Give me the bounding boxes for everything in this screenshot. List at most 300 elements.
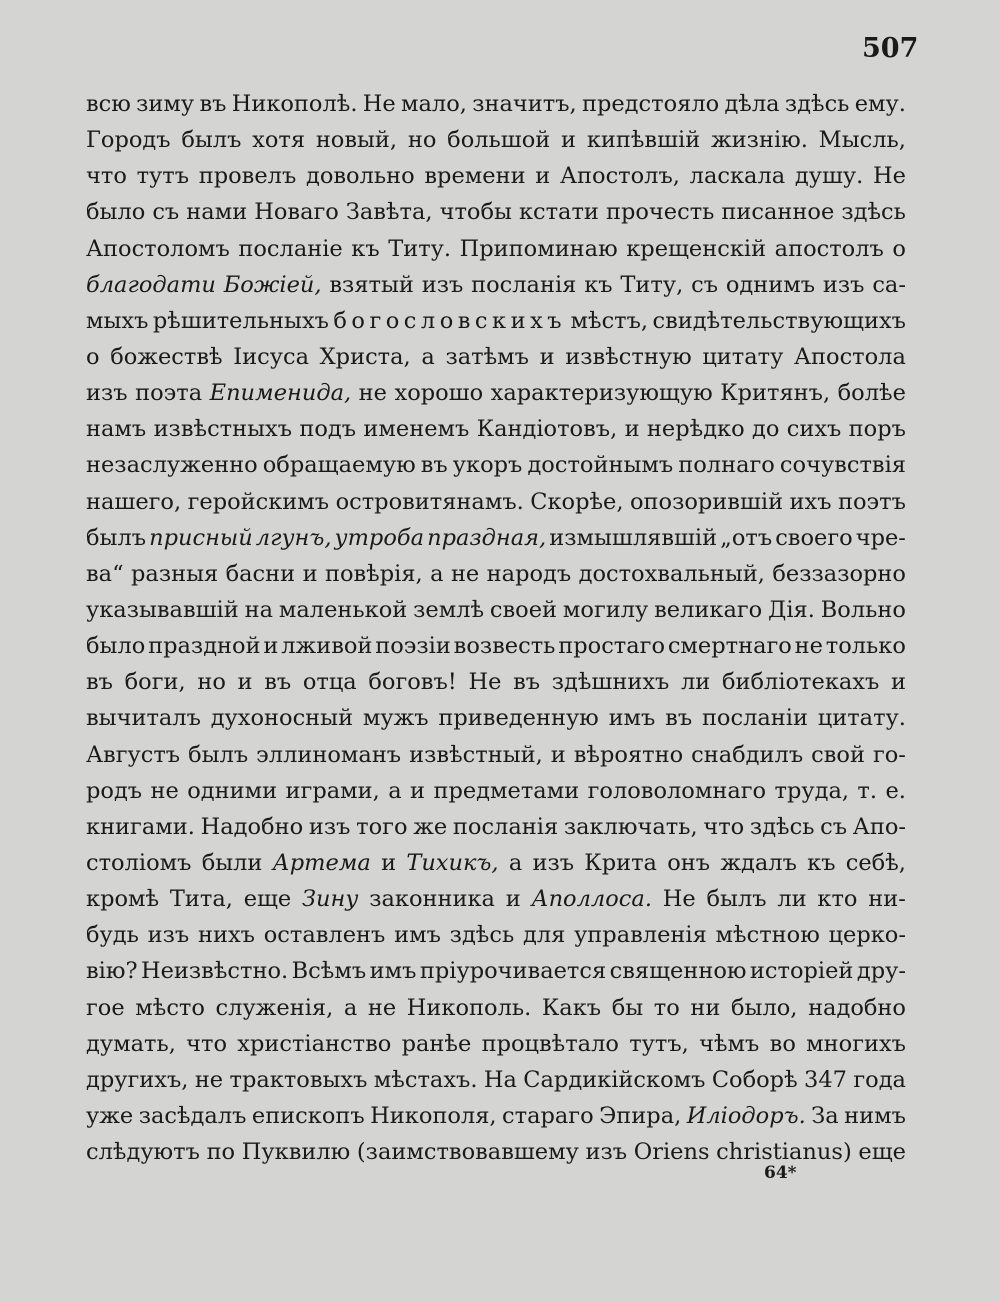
word: же — [413, 813, 448, 840]
word: т. — [857, 777, 878, 804]
word: мужъ — [362, 705, 429, 732]
word: не — [194, 1066, 224, 1093]
word: простаго — [558, 633, 665, 660]
word: вѣроятно — [573, 741, 684, 768]
word: извѣстную — [565, 343, 692, 370]
word: Крита — [584, 849, 657, 876]
word: были — [201, 849, 263, 876]
word: стараго — [502, 1102, 594, 1129]
word: чре- — [855, 524, 906, 551]
word: мало, — [401, 91, 467, 117]
text-line — [86, 86, 906, 122]
word: всю — [86, 91, 131, 117]
word: Не — [362, 91, 396, 117]
word: къ — [351, 235, 380, 262]
word: и — [505, 886, 521, 913]
word: во — [769, 1030, 796, 1057]
word: На — [483, 1066, 517, 1093]
word: вычиталъ — [86, 705, 201, 732]
text-line — [86, 303, 906, 339]
word: не — [794, 633, 823, 660]
word: но — [407, 127, 437, 154]
word: о — [892, 235, 906, 262]
word: не — [150, 777, 179, 804]
word: боги, — [124, 669, 186, 696]
word: взятый — [329, 271, 414, 298]
word: библіотекахъ — [721, 669, 880, 696]
word: Апо- — [852, 813, 906, 840]
word: еще — [858, 1139, 906, 1166]
word: гое — [86, 994, 125, 1021]
word: 347 — [804, 1066, 847, 1093]
word: надобно — [808, 994, 906, 1021]
word: Титу, — [620, 271, 684, 298]
word: ему. — [854, 91, 906, 117]
italic-word: Артема — [272, 849, 371, 876]
word: Христа, — [319, 343, 411, 370]
word: одними — [187, 777, 278, 804]
word: Не — [872, 163, 906, 190]
text-line — [86, 484, 906, 520]
text-line — [86, 700, 906, 736]
word: былъ — [188, 741, 249, 768]
word: болѣе — [837, 380, 906, 407]
text-line — [86, 628, 906, 664]
word: опозорившій — [629, 488, 784, 515]
word: свой — [811, 741, 865, 768]
text-line — [86, 809, 906, 845]
word: ласкала — [689, 163, 786, 190]
word: оставленъ — [263, 922, 386, 949]
word: довольно — [305, 163, 415, 190]
word: года — [853, 1066, 906, 1093]
word: вію? — [86, 958, 138, 985]
word: а — [508, 849, 523, 876]
word: въ — [513, 669, 541, 696]
word: для — [522, 922, 566, 949]
word: маленькой — [278, 596, 408, 623]
word: Новаго — [254, 199, 339, 226]
word: духоносный — [210, 705, 354, 732]
text-line — [86, 447, 906, 483]
text-line — [86, 664, 906, 700]
word: Припоминаю — [459, 235, 618, 262]
word: онъ — [667, 849, 711, 876]
signature-mark: 64* — [764, 1163, 797, 1183]
word: Всѣмъ — [291, 958, 367, 985]
text-line — [86, 881, 906, 917]
word: книгами. — [86, 813, 195, 840]
word: богословскихъ — [333, 307, 567, 334]
word: дру- — [856, 958, 906, 985]
word: Титу. — [388, 235, 452, 262]
word: посланіе — [238, 235, 343, 262]
word: подъ — [299, 416, 357, 443]
word: Тита, — [169, 886, 233, 913]
word: пріурочивается — [419, 958, 607, 985]
word: извѣстныхъ — [153, 416, 293, 443]
word: хотя — [252, 127, 306, 154]
italic-word: Иліодоръ. — [686, 1102, 806, 1129]
text-line — [86, 917, 906, 953]
word: въ — [264, 669, 292, 696]
text-line — [86, 1062, 906, 1098]
word: къ — [807, 849, 836, 876]
word: сочувствія — [779, 452, 906, 479]
word: до — [751, 416, 780, 443]
italic-word: Зину — [302, 886, 359, 913]
word: своей — [489, 596, 558, 623]
text-line — [86, 267, 906, 303]
word: повѣрія, — [324, 560, 423, 587]
word: Критянъ, — [720, 380, 831, 407]
word: снабдилъ — [691, 741, 804, 768]
word: могилу — [562, 596, 649, 623]
word: Какъ — [541, 994, 602, 1021]
word: и — [237, 669, 253, 696]
word: головоломнаго — [587, 777, 767, 804]
text-line — [86, 773, 906, 809]
word: писанное — [721, 199, 835, 226]
italic-word: Божіей, — [223, 271, 322, 298]
word: а — [430, 560, 444, 587]
word: только — [825, 633, 906, 660]
word: уже — [86, 1102, 134, 1129]
word: а — [388, 777, 402, 804]
word: тутъ, — [629, 1030, 689, 1057]
word: значитъ, — [472, 91, 577, 117]
word: управленія — [574, 922, 707, 949]
word: процвѣтало — [481, 1030, 619, 1057]
word: сихъ — [786, 416, 842, 443]
word: большой — [447, 127, 551, 154]
italic-word: благодати — [86, 271, 216, 298]
word: и — [535, 163, 551, 190]
body-text — [86, 86, 906, 1170]
word: эллиноманъ — [256, 741, 402, 768]
word: Іисуса — [233, 343, 309, 370]
word: дѣла — [724, 91, 780, 117]
word: ни — [690, 994, 721, 1021]
word: поэзіи — [375, 633, 451, 660]
word: и — [624, 416, 640, 443]
word: ли — [777, 886, 807, 913]
word: намъ — [86, 416, 147, 443]
word: ва“ — [86, 560, 124, 587]
word: зиму — [136, 91, 195, 117]
word: Мысль, — [818, 127, 906, 154]
word: кто — [817, 886, 858, 913]
word: а — [343, 994, 358, 1021]
word: нашего, — [86, 488, 182, 515]
word: мѣстъ, — [570, 307, 649, 334]
text-line — [86, 194, 906, 230]
word: что — [703, 813, 745, 840]
word: и — [539, 343, 555, 370]
word: обращаемую — [262, 452, 416, 479]
word: рѣшительныхъ — [152, 307, 329, 334]
word: извѣстный, — [409, 741, 543, 768]
word: себѣ, — [845, 849, 906, 876]
word: изъ — [822, 271, 865, 298]
word: не — [367, 994, 397, 1021]
word: съ — [820, 813, 848, 840]
word: слѣдуютъ — [86, 1139, 200, 1166]
word: разныя — [131, 560, 219, 587]
word: Пуквилю — [241, 1139, 351, 1166]
word: изъ — [585, 1139, 628, 1166]
word: Никополя, — [370, 1102, 497, 1129]
word: мѣстною — [715, 922, 820, 949]
word: прочесть — [605, 199, 715, 226]
word: беззазорно — [772, 560, 906, 587]
page-number: 507 — [862, 33, 919, 64]
text-line — [86, 592, 906, 628]
word: укоръ — [452, 452, 523, 479]
text-line — [86, 520, 906, 556]
word: ни- — [868, 886, 906, 913]
word: чѣмъ — [699, 1030, 760, 1057]
word: са- — [872, 271, 906, 298]
word: засѣдалъ — [138, 1102, 247, 1129]
word: поэта — [135, 380, 203, 407]
word: труда, — [774, 777, 850, 804]
word: однимъ — [725, 271, 816, 298]
word: и — [302, 560, 318, 587]
word: о — [86, 343, 100, 370]
word: епископъ — [251, 1102, 365, 1129]
word: по — [206, 1139, 236, 1166]
text-line — [86, 158, 906, 194]
italic-word: лгунъ, — [255, 524, 332, 551]
word: Oriens — [633, 1139, 710, 1166]
word: заключать, — [563, 813, 698, 840]
word: басни — [225, 560, 296, 587]
word: землѣ — [413, 596, 485, 623]
word: здѣсь — [749, 813, 815, 840]
word: Апостоломъ — [86, 235, 230, 262]
word: цитату — [702, 343, 784, 370]
text-line — [86, 1026, 906, 1062]
word: своего — [775, 524, 853, 551]
italic-word: Тихикъ, — [406, 849, 499, 876]
word: е. — [885, 777, 906, 804]
word: christianus) — [716, 1139, 852, 1166]
word: характеризующую — [490, 380, 713, 407]
word: былъ — [706, 886, 767, 913]
word: кстати — [518, 199, 599, 226]
word: съ — [152, 199, 180, 226]
word: народъ — [486, 560, 572, 587]
word: Не — [662, 886, 696, 913]
word: именемъ — [363, 416, 470, 443]
word: бы — [611, 994, 644, 1021]
word: было — [86, 633, 146, 660]
word: островитянамъ. — [335, 488, 524, 515]
word: другихъ, — [86, 1066, 189, 1093]
word: душу. — [794, 163, 864, 190]
word: указывавшій — [86, 596, 239, 623]
text-line — [86, 953, 906, 989]
word: и — [381, 849, 397, 876]
word: отца — [302, 669, 357, 696]
word: нами — [186, 199, 248, 226]
word: Неизвѣстно. — [140, 958, 289, 985]
word: и — [263, 633, 279, 660]
text-line — [86, 375, 906, 411]
word: что — [86, 163, 127, 190]
word: въ — [665, 705, 693, 732]
word: было — [86, 199, 146, 226]
word: Эпира, — [599, 1102, 682, 1129]
word: былъ — [181, 127, 242, 154]
word: то — [653, 994, 680, 1021]
italic-word: утроба — [334, 524, 425, 551]
text-line — [86, 845, 906, 881]
word: „отъ — [720, 524, 773, 551]
word: предметами — [433, 777, 580, 804]
word: хорошо — [394, 380, 484, 407]
word: кромѣ — [86, 886, 160, 913]
word: кипѣвшій — [586, 127, 701, 154]
word: (заимствовавшему — [356, 1139, 579, 1166]
word: смертнаго — [667, 633, 792, 660]
word: затѣмъ — [445, 343, 529, 370]
word: и — [410, 777, 426, 804]
text-line — [86, 1098, 906, 1134]
text-line — [86, 990, 906, 1026]
word: думать, — [86, 1030, 176, 1057]
word: Апостолъ, — [560, 163, 680, 190]
word: чтобы — [439, 199, 512, 226]
word: Не — [468, 669, 502, 696]
italic-word: присный — [149, 524, 253, 551]
word: и — [890, 669, 906, 696]
word: жизнію. — [710, 127, 808, 154]
word: и — [561, 127, 577, 154]
word: Завѣта, — [345, 199, 433, 226]
word: трактовыхъ — [229, 1066, 368, 1093]
word: мѣсто — [135, 994, 205, 1021]
word: За — [811, 1102, 839, 1129]
text-line — [86, 339, 906, 375]
word: достохвальный, — [578, 560, 765, 587]
word: Сардикійскомъ — [523, 1066, 706, 1093]
word: къ — [584, 271, 613, 298]
word: тутъ — [136, 163, 190, 190]
word: поэтъ — [838, 488, 906, 515]
word: мыхъ — [86, 307, 149, 334]
word: посланіи — [701, 705, 808, 732]
word: въ — [420, 452, 448, 479]
word: не — [450, 560, 480, 587]
word: священною — [609, 958, 747, 985]
word: ли — [680, 669, 711, 696]
word: го- — [872, 741, 906, 768]
word: того — [356, 813, 408, 840]
word: нерѣдко — [646, 416, 745, 443]
word: родъ — [86, 777, 143, 804]
word: здѣсь — [784, 91, 850, 117]
word: Апостола — [794, 343, 906, 370]
word: времени — [424, 163, 526, 190]
word: ждалъ — [720, 849, 797, 876]
word: достойнымъ — [527, 452, 674, 479]
word: христіанство — [237, 1030, 392, 1057]
word: на — [244, 596, 274, 623]
word: имъ — [394, 922, 441, 949]
word: великаго — [654, 596, 763, 623]
word: а — [421, 343, 435, 370]
word: століомъ — [86, 849, 192, 876]
word: боговъ! — [368, 669, 457, 696]
word: Вольно — [820, 596, 906, 623]
word: не — [358, 380, 387, 407]
text-line — [86, 411, 906, 447]
word: провелъ — [198, 163, 297, 190]
word: возвесть — [453, 633, 556, 660]
text-line — [86, 122, 906, 158]
word: новый, — [315, 127, 398, 154]
word: былъ — [86, 524, 147, 551]
word: Скорѣе, — [530, 488, 624, 515]
text-line — [86, 231, 906, 267]
word: геройскимъ — [187, 488, 330, 515]
word: апостолъ — [774, 235, 884, 262]
italic-word: праздная, — [427, 524, 547, 551]
word: было, — [731, 994, 798, 1021]
word: поръ — [848, 416, 906, 443]
word: въ — [86, 669, 113, 696]
word: Никополь. — [406, 994, 532, 1021]
word: Городъ — [86, 127, 171, 154]
word: церко- — [828, 922, 906, 949]
word: предстояло — [581, 91, 720, 117]
word: посланія — [471, 271, 577, 298]
word: Надобно — [200, 813, 304, 840]
word: имъ — [608, 705, 656, 732]
text-line — [86, 737, 906, 773]
word: изъ — [421, 271, 464, 298]
word: божествѣ — [110, 343, 223, 370]
word: и — [550, 741, 566, 768]
word: многихъ — [806, 1030, 906, 1057]
word: съ — [691, 271, 719, 298]
word: Дія. — [768, 596, 815, 623]
word: ранѣе — [401, 1030, 472, 1057]
word: изъ — [532, 849, 575, 876]
word: еще — [243, 886, 292, 913]
word: имъ — [369, 958, 417, 985]
word: Никополѣ. — [231, 91, 358, 117]
word: ихъ — [789, 488, 832, 515]
word: крещенскій — [626, 235, 767, 262]
word: нихъ — [197, 922, 255, 949]
word: свидѣтельствующихъ — [652, 307, 906, 334]
word: исторіей — [749, 958, 854, 985]
word: полнаго — [678, 452, 775, 479]
word: изъ — [147, 922, 190, 949]
word: въ — [199, 91, 227, 117]
word: Соборѣ — [711, 1066, 798, 1093]
word: незаслуженно — [86, 452, 258, 479]
word: праздной — [148, 633, 261, 660]
word: будь — [86, 922, 139, 949]
word: мѣстахъ. — [373, 1066, 478, 1093]
word: посланія — [452, 813, 559, 840]
word: законника — [369, 886, 495, 913]
italic-word: Аполлоса. — [531, 886, 652, 913]
